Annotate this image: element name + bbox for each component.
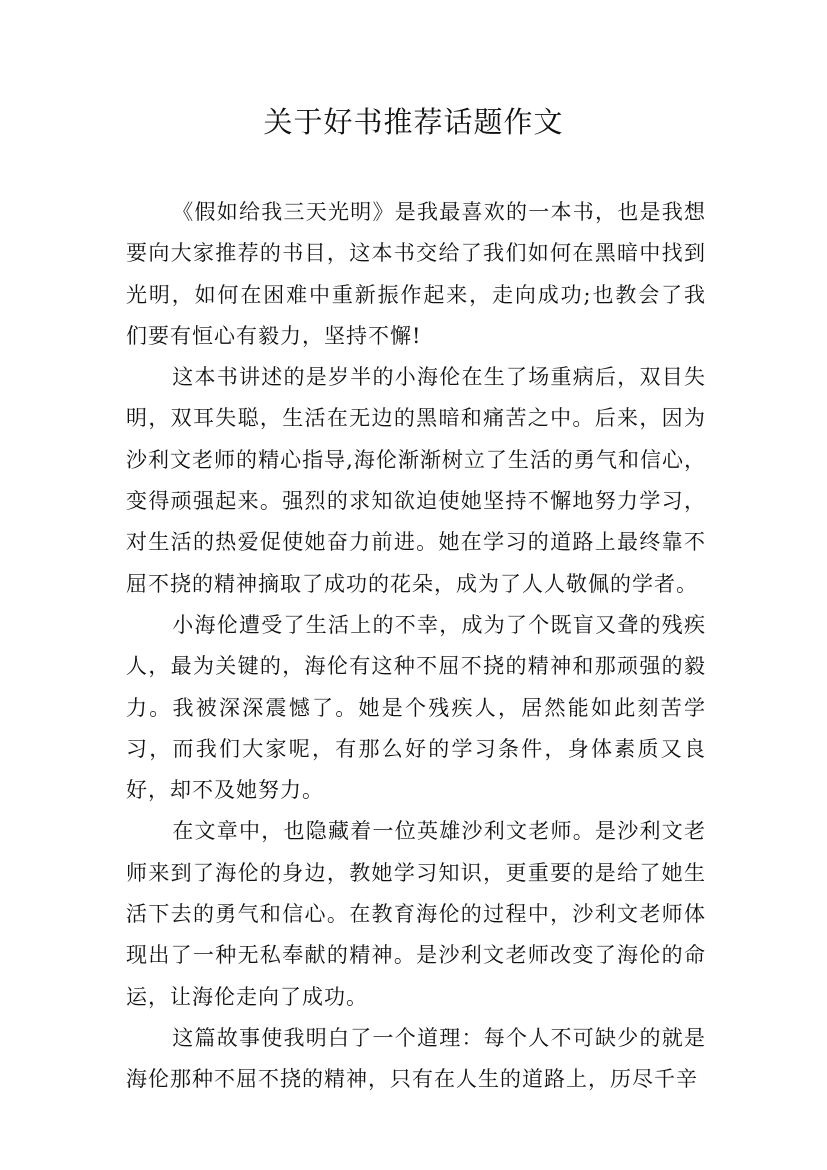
paragraph-4: 在文章中，也隐藏着一位英雄沙利文老师。是沙利文老师来到了海伦的身边，教她学习知识，更重要的是给了她生活下去的勇气和信心。在教育海伦的过程中，沙利文老师体现出了一种无私奉献的精神。是沙利文老师改变了海伦的命运，让海伦走向了成功。 [126, 819, 706, 1009]
paragraph-2: 这本书讲述的是岁半的小海伦在生了场重病后，双目失明，双耳失聪，生活在无边的黑暗和痛苦之中。后来，因为沙利文老师的精心指导,海伦渐渐树立了生活的勇气和信心，变得顽强起来。强烈的求知欲迫使她坚持不懈地努力学习，对生活的热爱促使她奋力前进。她在学习的道路上最终靠不屈不挠的精神摘取了成功的花朵，成为了人人敬佩的学者。 [126, 365, 706, 596]
paragraph-5: 这篇故事使我明白了一个道理：每个人不可缺少的就是海伦那种不屈不挠的精神，只有在人生的道路上，历尽千辛 [126, 1025, 706, 1092]
document-body [126, 192, 706, 1101]
paragraph-1: 《假如给我三天光明》是我最喜欢的一本书，也是我想要向大家推荐的书目，这本书交给了我们如何在黑暗中找到光明，如何在困难中重新振作起来，走向成功;也教会了我们要有恒心有毅力，坚持不懈! [126, 200, 706, 348]
document-title: 关于好书推荐话题作文 [263, 105, 564, 139]
paragraph-3: 小海伦遭受了生活上的不幸，成为了个既盲又聋的残疾人，最为关键的，海伦有这种不屈不挠的精神和那顽强的毅力。我被深深震憾了。她是个残疾人，居然能如此刻苦学习，而我们大家呢，有那么好的学习条件，身体素质又良好，却不及她努力。 [126, 612, 706, 803]
